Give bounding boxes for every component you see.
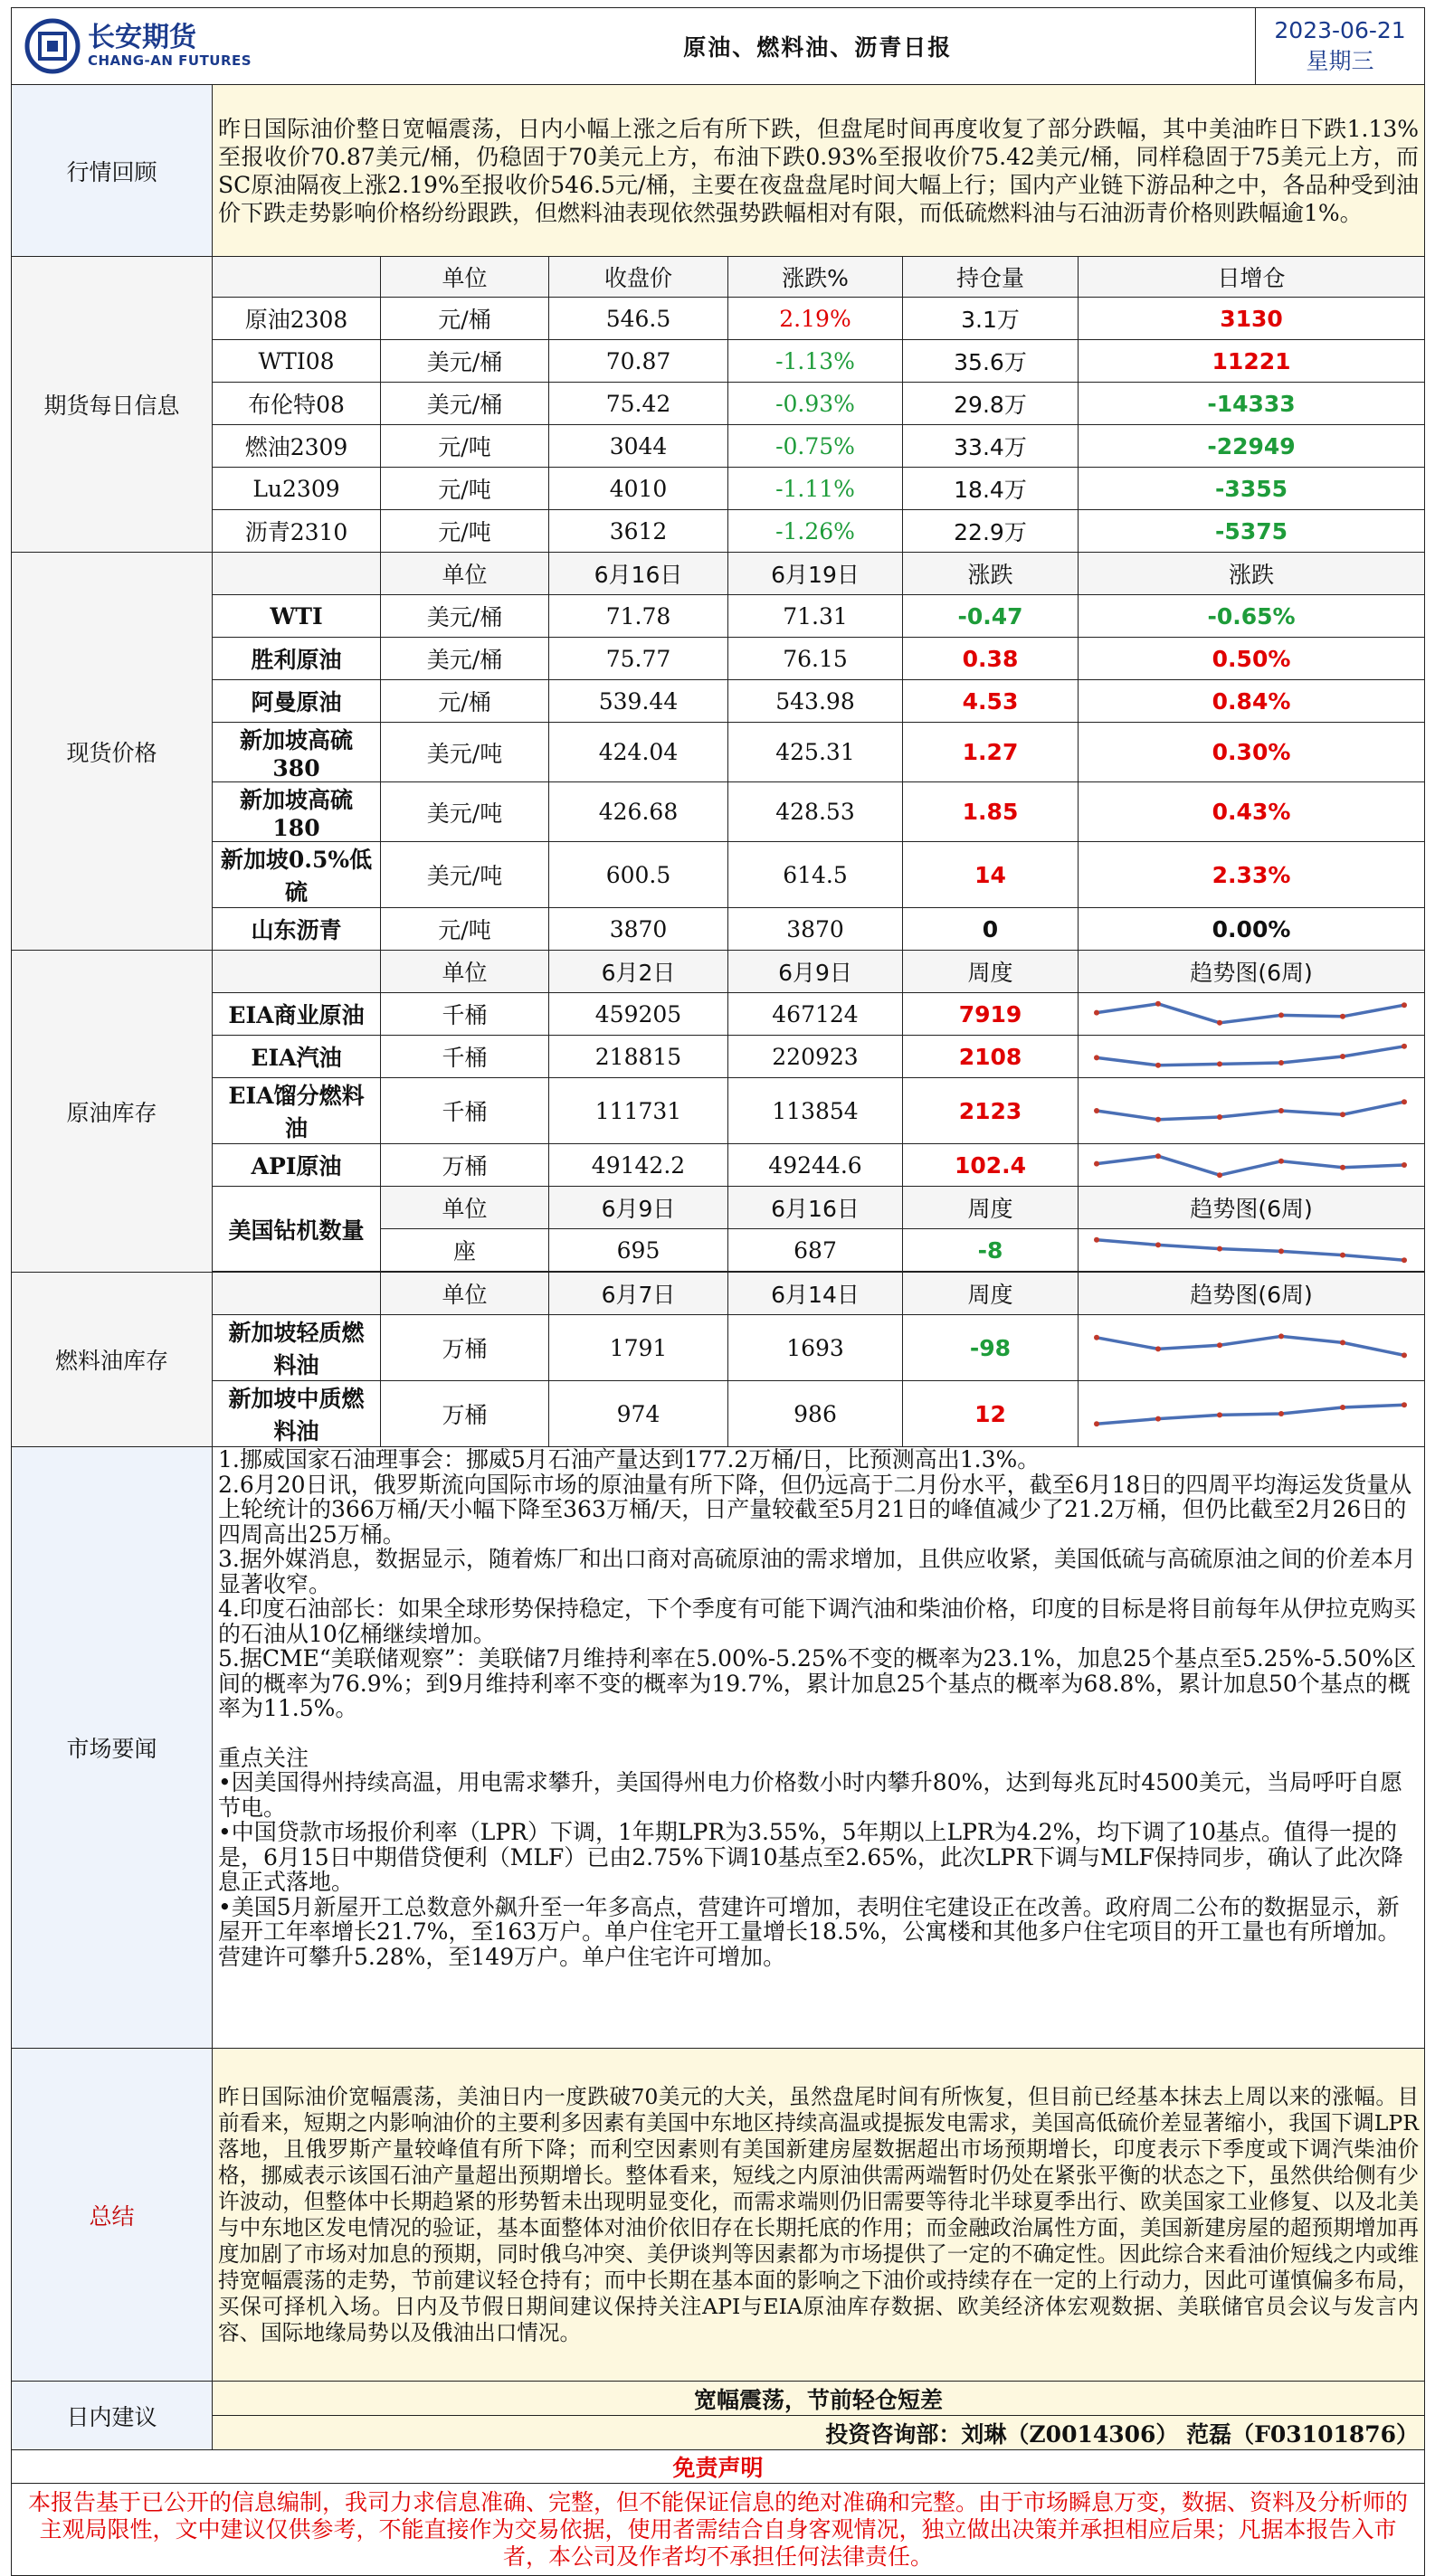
fuel-wk: -98 bbox=[903, 1315, 1079, 1381]
inv-v1: 49142.2 bbox=[549, 1144, 728, 1187]
fuel-v2: 1693 bbox=[728, 1315, 903, 1381]
news-item: 4.印度石油部长：如果全球形势保持稳定，下个季度有可能下调汽油和柴油价格，印度的目标是将目前每年从伊拉克购买的石油从10亿桶继续增加。 bbox=[218, 1596, 1416, 1647]
inv-unit: 千桶 bbox=[381, 1078, 549, 1144]
review-label: 行情回顾 bbox=[12, 85, 213, 257]
trend-point bbox=[1217, 1172, 1222, 1178]
crude-header-v2: 6月9日 bbox=[728, 951, 903, 993]
changan-logo-icon bbox=[24, 18, 81, 74]
trend-point bbox=[1402, 1099, 1407, 1104]
inv-v2: 467124 bbox=[728, 993, 903, 1036]
table-row bbox=[12, 1315, 1425, 1381]
spot-name: 胜利原油 bbox=[213, 638, 381, 680]
news-item: 3.据外媒消息，数据显示，随着炼厂和出口商对高硫原油的需求增加，且供应收紧，美国低硫与高硫原油之间的价差本月显著收窄。 bbox=[218, 1546, 1416, 1597]
table-row bbox=[12, 298, 1425, 340]
fuel-header-v2: 6月14日 bbox=[728, 1273, 903, 1315]
news-item: 1.挪威国家石油理事会：挪威5月石油产量达到177.2万桶/日，比预测高出1.3%。 bbox=[218, 1446, 1041, 1473]
trend-point bbox=[1402, 1257, 1407, 1263]
trend-point bbox=[1340, 1112, 1345, 1117]
table-row bbox=[12, 1381, 1425, 1447]
spot-pct: -0.65% bbox=[1079, 595, 1425, 638]
inv-wk: 7919 bbox=[903, 993, 1079, 1036]
trend-point bbox=[1217, 1412, 1222, 1417]
futures-name: 布伦特08 bbox=[213, 383, 381, 425]
futures-add: -5375 bbox=[1079, 510, 1425, 553]
trend-point bbox=[1217, 1246, 1222, 1252]
trend-sparkline bbox=[1084, 996, 1417, 1032]
trend-point bbox=[1094, 1161, 1099, 1167]
futures-add: 3130 bbox=[1079, 298, 1425, 340]
spot-header-p1: 6月16日 bbox=[549, 553, 728, 595]
spot-chg: 4.53 bbox=[903, 680, 1079, 723]
futures-unit: 美元/桶 bbox=[381, 340, 549, 383]
table-row bbox=[12, 595, 1425, 638]
rig-header-trend: 趋势图(6周) bbox=[1079, 1187, 1425, 1229]
rig-header-v2: 6月16日 bbox=[728, 1187, 903, 1229]
inv-v2: 113854 bbox=[728, 1078, 903, 1144]
trend-point bbox=[1402, 1352, 1407, 1358]
trend-point bbox=[1402, 1402, 1407, 1407]
rig-v1: 695 bbox=[549, 1229, 728, 1272]
spot-unit: 美元/吨 bbox=[381, 782, 549, 842]
table-row bbox=[12, 425, 1425, 468]
futures-header-blank bbox=[213, 257, 381, 298]
futures-header-close: 收盘价 bbox=[549, 257, 728, 298]
trend-point bbox=[1402, 1002, 1407, 1008]
spot-chg: 1.27 bbox=[903, 723, 1079, 782]
trend-point bbox=[1402, 1044, 1407, 1049]
focus-item: •中国贷款市场报价利率（LPR）下调，1年期LPR为3.55%，5年期以上LPR为4.2%，均下调了10基点。值得一提的是，6月15日中期借贷便利（MLF）已由2.75%下调10基点至2.65%，此次LPR下调与MLF保持同步，确认了此次降息正式落地。 bbox=[218, 1819, 1403, 1895]
spot-pct: 0.43% bbox=[1079, 782, 1425, 842]
crude-header-trend: 趋势图(6周) bbox=[1079, 951, 1425, 993]
spot-label: 现货价格 bbox=[12, 553, 213, 951]
futures-close: 3612 bbox=[549, 510, 728, 553]
intraday-advice: 宽幅震荡，节前轻仓短差 bbox=[213, 2382, 1425, 2416]
futures-chg: -1.26% bbox=[728, 510, 903, 553]
trend-cell bbox=[1079, 1381, 1425, 1447]
focus-title: 重点关注 bbox=[218, 1744, 309, 1771]
trend-line bbox=[1097, 1336, 1404, 1355]
logo-cell bbox=[12, 8, 381, 85]
futures-oi: 33.4万 bbox=[903, 425, 1079, 468]
spot-header-p2: 6月19日 bbox=[728, 553, 903, 595]
futures-close: 546.5 bbox=[549, 298, 728, 340]
futures-unit: 元/吨 bbox=[381, 468, 549, 510]
trend-point bbox=[1155, 1346, 1161, 1351]
trend-sparkline bbox=[1084, 1093, 1417, 1129]
spot-name: 新加坡高硫180 bbox=[213, 782, 381, 842]
inv-unit: 万桶 bbox=[381, 1144, 549, 1187]
review-text: 昨日国际油价整日宽幅震荡，日内小幅上涨之后有所下跌，但盘尾时间再度收复了部分跌幅，其中美油昨日下跌1.13%至报收价70.87美元/桶，仍稳固于70美元上方，布油下跌0.93%至报收价75.42美元/桶，同样稳固于75美元上方，而SC原油隔夜上涨2.19%至报收价546.5元/桶，主要在夜盘盘尾时间大幅上行；国内产业链下游品种之中，各品种受到油价下跌走势影响价格纷纷跟跌，但燃料油表现依然强势跌幅相对有限，而低硫燃料油与石油沥青价格则跌幅逾1%。 bbox=[213, 85, 1425, 257]
trend-line bbox=[1097, 1102, 1404, 1120]
table-row bbox=[12, 510, 1425, 553]
trend-sparkline bbox=[1084, 1232, 1417, 1268]
fuel-header-v1: 6月7日 bbox=[549, 1273, 728, 1315]
trend-point bbox=[1094, 1108, 1099, 1113]
spot-p2: 3870 bbox=[728, 908, 903, 951]
trend-point bbox=[1155, 1063, 1161, 1068]
trend-line bbox=[1097, 1405, 1404, 1424]
spot-p2: 428.53 bbox=[728, 782, 903, 842]
futures-oi: 22.9万 bbox=[903, 510, 1079, 553]
rig-label: 美国钻机数量 bbox=[213, 1187, 381, 1272]
spot-name: WTI bbox=[213, 595, 381, 638]
futures-name: WTI08 bbox=[213, 340, 381, 383]
trend-point bbox=[1094, 1055, 1099, 1060]
futures-chg: -0.75% bbox=[728, 425, 903, 468]
trend-point bbox=[1155, 1153, 1161, 1159]
futures-name: Lu2309 bbox=[213, 468, 381, 510]
trend-point bbox=[1278, 1248, 1284, 1254]
rig-header-v1: 6月9日 bbox=[549, 1187, 728, 1229]
inv-v2: 49244.6 bbox=[728, 1144, 903, 1187]
spot-p1: 75.77 bbox=[549, 638, 728, 680]
futures-add: -3355 bbox=[1079, 468, 1425, 510]
trend-point bbox=[1094, 1237, 1099, 1243]
spot-header-chg: 涨跌 bbox=[903, 553, 1079, 595]
trend-point bbox=[1278, 1333, 1284, 1339]
trend-cell bbox=[1079, 1229, 1425, 1272]
crude-header-unit: 单位 bbox=[381, 951, 549, 993]
report-date: 2023-06-21 bbox=[1274, 17, 1406, 43]
trend-point bbox=[1155, 1242, 1161, 1247]
futures-name: 燃油2309 bbox=[213, 425, 381, 468]
trend-point bbox=[1278, 1159, 1284, 1164]
table-row bbox=[12, 782, 1425, 842]
futures-header-chg: 涨跌% bbox=[728, 257, 903, 298]
trend-point bbox=[1217, 1114, 1222, 1120]
fuel-unit: 万桶 bbox=[381, 1315, 549, 1381]
futures-close: 75.42 bbox=[549, 383, 728, 425]
focus-item: •美国5月新屋开工总数意外飙升至一年多高点，营建许可增加，表明住宅建设正在改善。政府周二公布的数据显示，新屋开工年率增长21.7%，至163万户。单户住宅开工量增长18.5%，公寓楼和其他多户住宅项目的开工量也有所增加。营建许可攀升5.28%，至149万户。单户住宅许可增加。 bbox=[218, 1893, 1401, 1970]
trend-cell bbox=[1079, 1036, 1425, 1078]
fuel-header-unit: 单位 bbox=[381, 1273, 549, 1315]
futures-header-oi: 持仓量 bbox=[903, 257, 1079, 298]
spot-p2: 76.15 bbox=[728, 638, 903, 680]
spot-chg: 0.38 bbox=[903, 638, 1079, 680]
table-row bbox=[12, 908, 1425, 951]
trend-sparkline bbox=[1084, 1147, 1417, 1183]
trend-point bbox=[1340, 1165, 1345, 1170]
fuel-v1: 1791 bbox=[549, 1315, 728, 1381]
spot-unit: 美元/吨 bbox=[381, 723, 549, 782]
fuel-inv-label: 燃料油库存 bbox=[12, 1273, 213, 1447]
table-row bbox=[12, 468, 1425, 510]
spot-pct: 0.84% bbox=[1079, 680, 1425, 723]
futures-oi: 35.6万 bbox=[903, 340, 1079, 383]
spot-name: 新加坡高硫380 bbox=[213, 723, 381, 782]
crude-header-v1: 6月2日 bbox=[549, 951, 728, 993]
trend-line bbox=[1097, 1004, 1404, 1023]
brand-en: CHANG-AN FUTURES bbox=[88, 52, 252, 69]
spot-p2: 71.31 bbox=[728, 595, 903, 638]
spot-chg: 1.85 bbox=[903, 782, 1079, 842]
spot-chg: 0 bbox=[903, 908, 1079, 951]
futures-oi: 29.8万 bbox=[903, 383, 1079, 425]
rig-unit: 座 bbox=[381, 1229, 549, 1272]
trend-point bbox=[1340, 1253, 1345, 1258]
futures-unit: 元/桶 bbox=[381, 298, 549, 340]
consult-info: 投资咨询部：刘琳（Z0014306） 范磊（F03101876） bbox=[213, 2416, 1425, 2450]
spot-unit: 元/吨 bbox=[381, 908, 549, 951]
trend-cell bbox=[1079, 1078, 1425, 1144]
rig-header-unit: 单位 bbox=[381, 1187, 549, 1229]
rig-wk: -8 bbox=[903, 1229, 1079, 1272]
trend-point bbox=[1094, 1335, 1099, 1340]
trend-cell bbox=[1079, 1144, 1425, 1187]
trend-point bbox=[1155, 1117, 1161, 1122]
table-row bbox=[12, 993, 1425, 1036]
futures-add: -14333 bbox=[1079, 383, 1425, 425]
futures-oi: 18.4万 bbox=[903, 468, 1079, 510]
table-row bbox=[12, 383, 1425, 425]
futures-chg: 2.19% bbox=[728, 298, 903, 340]
inv-name: EIA商业原油 bbox=[213, 993, 381, 1036]
spot-p2: 543.98 bbox=[728, 680, 903, 723]
futures-label: 期货每日信息 bbox=[12, 257, 213, 553]
spot-p1: 539.44 bbox=[549, 680, 728, 723]
table-row bbox=[12, 340, 1425, 383]
rig-v2: 687 bbox=[728, 1229, 903, 1272]
spot-name: 阿曼原油 bbox=[213, 680, 381, 723]
spot-pct: 0.50% bbox=[1079, 638, 1425, 680]
spot-header-unit: 单位 bbox=[381, 553, 549, 595]
table-row bbox=[12, 1078, 1425, 1144]
futures-chg: -0.93% bbox=[728, 383, 903, 425]
trend-point bbox=[1340, 1054, 1345, 1059]
trend-point bbox=[1155, 1416, 1161, 1422]
trend-point bbox=[1402, 1162, 1407, 1168]
disclaimer-title: 免责声明 bbox=[12, 2450, 1425, 2484]
date-cell bbox=[1256, 8, 1425, 85]
inv-name: API原油 bbox=[213, 1144, 381, 1187]
spot-pct: 0.00% bbox=[1079, 908, 1425, 951]
trend-point bbox=[1217, 1020, 1222, 1026]
trend-point bbox=[1278, 1012, 1284, 1018]
futures-name: 沥青2310 bbox=[213, 510, 381, 553]
fuel-wk: 12 bbox=[903, 1381, 1079, 1447]
summary-text: 昨日国际油价宽幅震荡，美油日内一度跌破70美元的大关，虽然盘尾时间有所恢复，但目前已经基本抹去上周以来的涨幅。目前看来，短期之内影响油价的主要利多因素有美国中东地区持续高温或提振发电需求，美国高低硫价差显著缩小，我国下调LPR落地，且俄罗斯产量较峰值有所下降；而利空因素则有美国新建房屋数据超出市场预期增长，印度表示下季度或下调汽柴油价格，挪威表示该国石油产量超出预期增长。整体看来，短线之内原油供需两端暂时仍处在紧张平衡的状态之下，虽然供给侧有少许波动，但整体中长期趋紧的形势暂未出现明显变化，而需求端则仍旧需要等待北半球夏季出行、欧美国家工业修复、以及北美与中东地区发电情况的验证，基本面整体对油价依旧存在长期托底的作用；而金融政治属性方面，美国新建房屋的超预期增加再度加剧了市场对加息的预期，同时俄乌冲突、美伊谈判等因素都为市场提供了一定的不确定性。因此综合来看油价短线之内或维持宽幅震荡的走势，节前建议轻仓持有；而中长期在基本面的影响之下油价或持续存在一定的上行动力，因此可谨慎偏多布局，买保可择机入场。日内及节假日期间建议保持关注API与EIA原油库存数据、欧美经济体宏观数据、美联储官员会议与发言内容、国际地缘局势以及俄油出口情况。 bbox=[213, 2049, 1425, 2382]
trend-point bbox=[1217, 1061, 1222, 1066]
intraday-label: 日内建议 bbox=[12, 2382, 213, 2450]
table-row bbox=[12, 638, 1425, 680]
trend-point bbox=[1094, 1010, 1099, 1016]
inv-name: EIA汽油 bbox=[213, 1036, 381, 1078]
table-row bbox=[12, 1144, 1425, 1187]
futures-close: 4010 bbox=[549, 468, 728, 510]
trend-sparkline bbox=[1084, 1330, 1417, 1366]
report-table bbox=[11, 7, 1425, 2576]
spot-p1: 600.5 bbox=[549, 842, 728, 908]
report-weekday: 星期三 bbox=[1306, 48, 1374, 74]
futures-close: 3044 bbox=[549, 425, 728, 468]
summary-label: 总结 bbox=[12, 2049, 213, 2382]
spot-unit: 元/桶 bbox=[381, 680, 549, 723]
spot-p1: 426.68 bbox=[549, 782, 728, 842]
disclaimer-text: 本报告基于已公开的信息编制，我司力求信息准确、完整，但不能保证信息的绝对准确和完整。由于市场瞬息万变，数据、资料及分析师的主观局限性，文中建议仅供参考，不能直接作为交易依据，使用者需结合自身客观情况，独立做出决策并承担相应后果；凡据本报告入市者，本公司及作者均不承担任何法律责任。 bbox=[12, 2484, 1425, 2576]
trend-point bbox=[1278, 1060, 1284, 1065]
spot-header-pct: 涨跌 bbox=[1079, 553, 1425, 595]
focus-item: •因美国得州持续高温，用电需求攀升，美国得州电力价格数小时内攀升80%，达到每兆瓦时4500美元，当局呼吁自愿节电。 bbox=[218, 1769, 1402, 1821]
futures-name: 原油2308 bbox=[213, 298, 381, 340]
spot-pct: 2.33% bbox=[1079, 842, 1425, 908]
fuel-header-wk: 周度 bbox=[903, 1273, 1079, 1315]
news-item: 5.据CME“美联储观察”：美联储7月维持利率在5.00%-5.25%不变的概率为23.1%，加息25个基点至5.25%-5.50%区间的概率为76.9%；到9月维持利率不变的概率为19.7%，累计加息25个基点的概率为68.8%，累计加息50个基点的概率为11.5%。 bbox=[218, 1645, 1417, 1721]
fuel-header-trend: 趋势图(6周) bbox=[1079, 1273, 1425, 1315]
trend-line bbox=[1097, 1156, 1404, 1175]
inv-v1: 459205 bbox=[549, 993, 728, 1036]
inv-name: EIA馏分燃料油 bbox=[213, 1078, 381, 1144]
futures-unit: 元/吨 bbox=[381, 425, 549, 468]
inv-v1: 111731 bbox=[549, 1078, 728, 1144]
trend-sparkline bbox=[1084, 1396, 1417, 1432]
inv-wk: 2123 bbox=[903, 1078, 1079, 1144]
spot-p2: 425.31 bbox=[728, 723, 903, 782]
trend-line bbox=[1097, 1240, 1404, 1260]
trend-cell bbox=[1079, 1315, 1425, 1381]
table-row bbox=[12, 680, 1425, 723]
futures-chg: -1.13% bbox=[728, 340, 903, 383]
inv-wk: 2108 bbox=[903, 1036, 1079, 1078]
news-label: 市场要闻 bbox=[12, 1447, 213, 2049]
news-content bbox=[213, 1447, 1425, 2049]
crude-header-blank bbox=[213, 951, 381, 993]
spot-unit: 美元/桶 bbox=[381, 595, 549, 638]
news-gap bbox=[218, 1721, 1419, 1746]
brand-cn: 长安期货 bbox=[88, 22, 196, 53]
inv-unit: 千桶 bbox=[381, 993, 549, 1036]
futures-chg: -1.11% bbox=[728, 468, 903, 510]
trend-point bbox=[1340, 1014, 1345, 1019]
spot-p1: 3870 bbox=[549, 908, 728, 951]
futures-add: 11221 bbox=[1079, 340, 1425, 383]
trend-point bbox=[1340, 1340, 1345, 1345]
spot-unit: 美元/桶 bbox=[381, 638, 549, 680]
spot-name: 新加坡0.5%低硫 bbox=[213, 842, 381, 908]
trend-point bbox=[1217, 1342, 1222, 1348]
futures-oi: 3.1万 bbox=[903, 298, 1079, 340]
trend-sparkline bbox=[1084, 1038, 1417, 1075]
spot-pct: 0.30% bbox=[1079, 723, 1425, 782]
table-row bbox=[12, 723, 1425, 782]
futures-add: -22949 bbox=[1079, 425, 1425, 468]
report-title: 原油、燃料油、沥青日报 bbox=[381, 8, 1256, 85]
table-row bbox=[12, 1036, 1425, 1078]
trend-point bbox=[1094, 1421, 1099, 1426]
spot-p2: 614.5 bbox=[728, 842, 903, 908]
trend-cell bbox=[1079, 993, 1425, 1036]
spot-chg: -0.47 bbox=[903, 595, 1079, 638]
table-row bbox=[12, 842, 1425, 908]
fuel-header-blank bbox=[213, 1273, 381, 1315]
spot-header-blank bbox=[213, 553, 381, 595]
fuel-name: 新加坡中质燃料油 bbox=[213, 1381, 381, 1447]
trend-line bbox=[1097, 1046, 1404, 1065]
crude-header-wk: 周度 bbox=[903, 951, 1079, 993]
daily-report bbox=[11, 7, 1424, 2570]
inv-v2: 220923 bbox=[728, 1036, 903, 1078]
fuel-v2: 986 bbox=[728, 1381, 903, 1447]
spot-name: 山东沥青 bbox=[213, 908, 381, 951]
fuel-name: 新加坡轻质燃料油 bbox=[213, 1315, 381, 1381]
futures-header-add: 日增仓 bbox=[1079, 257, 1425, 298]
trend-point bbox=[1155, 1001, 1161, 1007]
futures-unit: 元/吨 bbox=[381, 510, 549, 553]
trend-point bbox=[1340, 1405, 1345, 1410]
crude-inv-label: 原油库存 bbox=[12, 951, 213, 1273]
inv-unit: 千桶 bbox=[381, 1036, 549, 1078]
inv-wk: 102.4 bbox=[903, 1144, 1079, 1187]
futures-close: 70.87 bbox=[549, 340, 728, 383]
inv-v1: 218815 bbox=[549, 1036, 728, 1078]
rig-header-wk: 周度 bbox=[903, 1187, 1079, 1229]
spot-p1: 71.78 bbox=[549, 595, 728, 638]
spot-unit: 美元/吨 bbox=[381, 842, 549, 908]
spot-chg: 14 bbox=[903, 842, 1079, 908]
fuel-unit: 万桶 bbox=[381, 1381, 549, 1447]
trend-point bbox=[1278, 1108, 1284, 1113]
futures-unit: 美元/桶 bbox=[381, 383, 549, 425]
trend-point bbox=[1278, 1411, 1284, 1416]
spot-p1: 424.04 bbox=[549, 723, 728, 782]
futures-header-unit: 单位 bbox=[381, 257, 549, 298]
fuel-v1: 974 bbox=[549, 1381, 728, 1447]
news-item: 2.6月20日讯，俄罗斯流向国际市场的原油量有所下降，但仍远高于二月份水平，截至6月18日的四周平均海运发货量从上轮统计的366万桶/天小幅下降至363万桶/天，日产量较截至5月21日的峰值减少了21.2万桶，但仍比截至2月26日的四周高出25万桶。 bbox=[218, 1471, 1412, 1548]
